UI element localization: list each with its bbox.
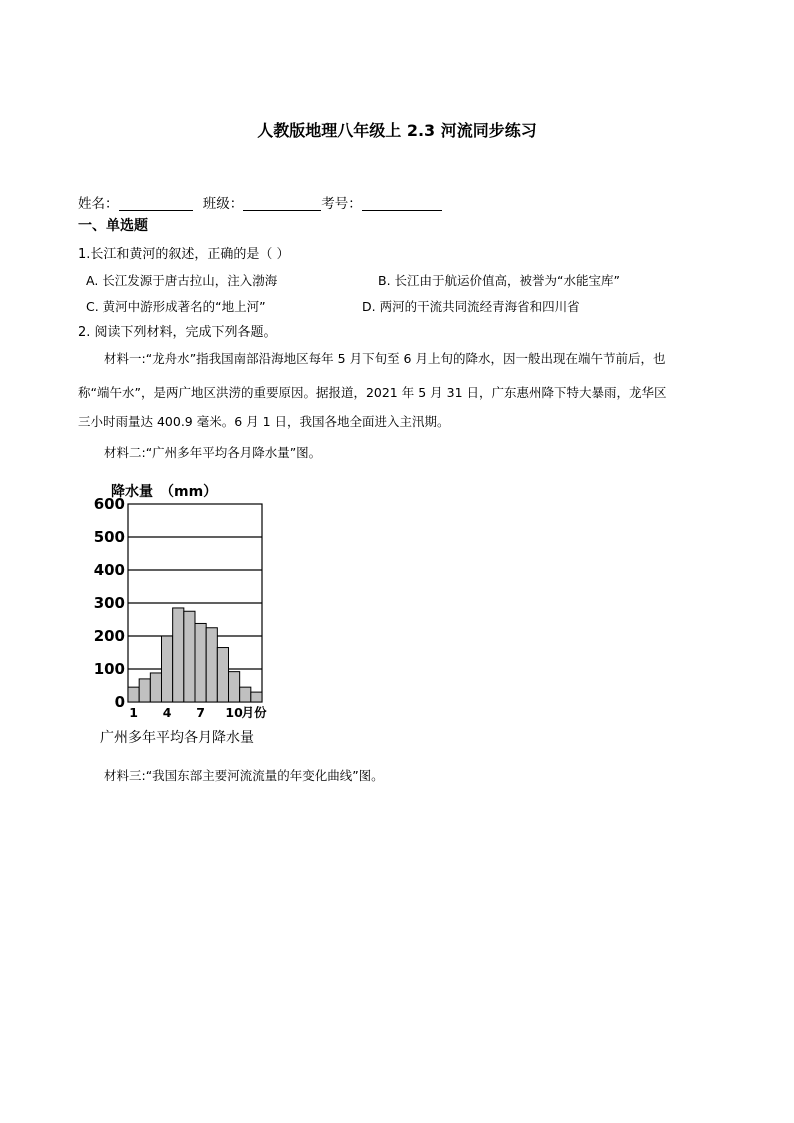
section-heading: 一、单选题 [78, 218, 148, 234]
y-axis-ticks [94, 495, 125, 711]
y-tick-label: 200 [93, 627, 125, 645]
bar-month-11 [240, 687, 251, 702]
x-axis-ticks [129, 705, 267, 720]
precipitation-chart [88, 478, 288, 724]
chart-title: 降水量 （mm） [111, 484, 218, 500]
bar-month-6 [184, 611, 195, 702]
chart-caption: 广州多年平均各月降水量 [100, 730, 254, 746]
class-blank[interactable] [243, 196, 321, 211]
y-tick-label: 300 [93, 594, 125, 612]
exam-number-blank[interactable] [362, 196, 442, 211]
option-d: D. 两河的干流共同流经青海省和四川省 [362, 299, 580, 314]
bar-month-12 [251, 692, 262, 702]
chart-bars [128, 608, 262, 702]
option-b: B. 长江由于航运价值高，被誉为“水能宝库” [378, 273, 620, 288]
x-tick-label: 1 [129, 705, 138, 720]
bar-month-9 [217, 648, 228, 702]
bar-month-1 [128, 687, 139, 702]
question-1-stem: 1.长江和黄河的叙述，正确的是（ ） [78, 247, 290, 262]
y-tick-label: 500 [93, 528, 125, 546]
class-label: 班级： [202, 196, 244, 212]
question-2-stem: 2. 阅读下列材料，完成下列各题。 [78, 325, 277, 340]
material-1-line-1: 材料一:“龙舟水”指我国南部沿海地区每年 5 月下旬至 6 月上旬的降水，因一般出现在端午节前后，也 [104, 351, 666, 366]
x-tick-label: 4 [162, 705, 172, 720]
bar-month-7 [195, 623, 206, 702]
student-info-row [78, 192, 442, 212]
y-tick-label: 600 [93, 495, 125, 513]
bar-month-8 [206, 628, 217, 702]
name-label: 姓名： [78, 196, 119, 212]
material-2-text: 材料二:“广州多年平均各月降水量”图。 [104, 445, 322, 460]
y-tick-label: 100 [93, 660, 125, 678]
option-a: A. 长江发源于唐古拉山，注入渤海 [86, 273, 278, 288]
option-c: C. 黄河中游形成著名的“地上河” [86, 299, 266, 314]
bar-month-3 [150, 673, 161, 702]
x-tick-label: 10 [225, 705, 243, 720]
material-1-line-2: 称“端午水”，是两广地区洪涝的重要原因。据报道，2021 年 5 月 31 日，广东惠州降下特大暴雨，龙华区 [78, 385, 667, 400]
exam-number-label: 考号： [321, 196, 362, 212]
material-3-text: 材料三:“我国东部主要河流流量的年变化曲线”图。 [104, 768, 384, 783]
x-tick-label: 月份 [241, 705, 267, 720]
bar-month-2 [139, 679, 150, 702]
bar-month-10 [229, 672, 240, 702]
y-tick-label: 0 [114, 693, 125, 711]
bar-month-4 [162, 636, 173, 702]
bar-month-5 [173, 608, 184, 702]
name-blank[interactable] [119, 196, 193, 211]
page-title: 人教版地理八年级上 2.3 河流同步练习 [257, 121, 537, 140]
material-1-line-3: 三小时雨量达 400.9 毫米。6 月 1 日，我国各地全面进入主汛期。 [78, 414, 450, 429]
x-tick-label: 7 [196, 705, 205, 720]
y-tick-label: 400 [93, 561, 125, 579]
